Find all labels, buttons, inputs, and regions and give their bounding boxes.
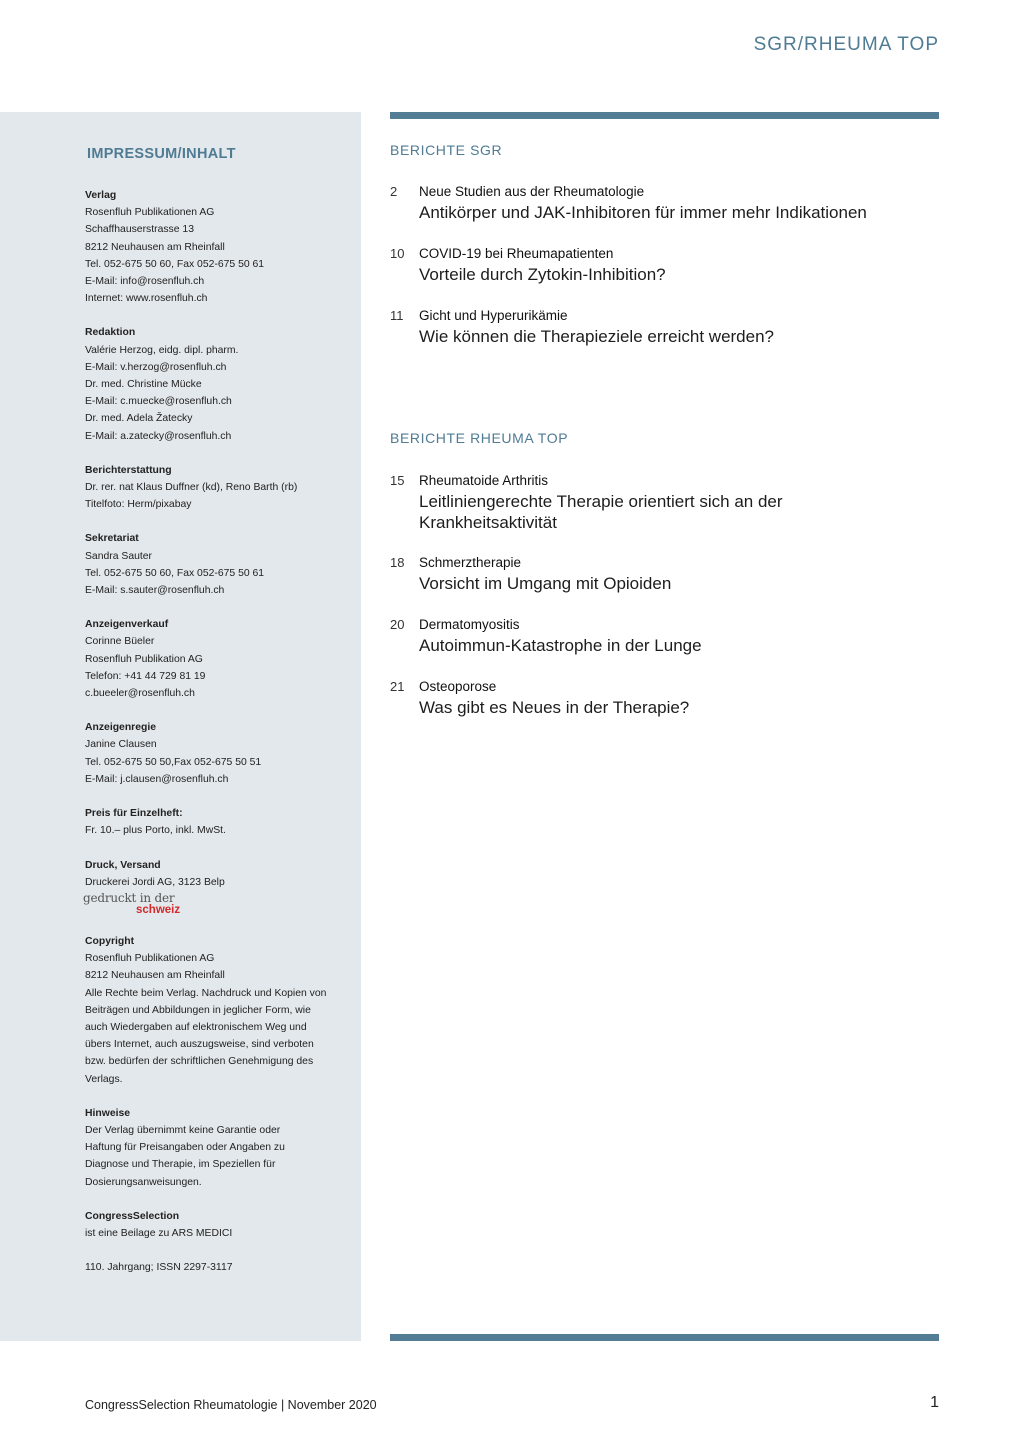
- imprint-line: Rosenfluh Publikationen AG: [85, 953, 215, 965]
- imprint-line: E-Mail: info@rosenfluh.ch: [85, 276, 205, 288]
- imprint-line: E-Mail: j.clausen@rosenfluh.ch: [85, 773, 229, 785]
- toc-page-number: 10: [390, 246, 405, 261]
- gedruckt-in-der-schweiz-logo: [83, 891, 355, 919]
- imprint-section-title: Preis für Einzelheft:: [85, 808, 183, 820]
- imprint-line: Der Verlag übernimmt keine Garantie oder: [85, 1124, 281, 1136]
- toc-page-number: 2: [390, 184, 398, 199]
- toc-headline: Vorteile durch Zytokin-Inhibition?: [419, 265, 666, 284]
- toc-kicker: Neue Studien aus der Rheumatologie: [419, 184, 645, 199]
- imprint-line: Verlags.: [85, 1073, 123, 1085]
- imprint-line: Haftung für Preisangaben oder Angaben zu: [85, 1142, 285, 1154]
- toc-kicker: Dermatomyositis: [419, 617, 520, 632]
- section-heading-rheuma-top: BERICHTE RHEUMA TOP: [390, 430, 569, 446]
- toc-headline: Wie können die Therapieziele erreicht werden?: [419, 327, 774, 346]
- imprint-line: E-Mail: a.zatecky@rosenfluh.ch: [85, 430, 232, 442]
- imprint-line: Beiträgen und Abbildungen in jeglicher Form, wie: [85, 1004, 311, 1016]
- imprint-line: c.bueeler@rosenfluh.ch: [85, 688, 195, 700]
- issn-line: 110. Jahrgang; ISSN 2297-3117: [85, 1262, 233, 1274]
- imprint-line: auch Wiedergaben auf elektronischem Weg und: [85, 1021, 307, 1033]
- imprint-section: [85, 719, 355, 788]
- toc-kicker: Rheumatoide Arthritis: [419, 473, 549, 488]
- imprint-line: ist eine Beilage zu ARS MEDICI: [85, 1227, 233, 1239]
- imprint-line: Rosenfluh Publikation AG: [85, 653, 203, 665]
- imprint-section-title: Redaktion: [85, 327, 136, 339]
- imprint-line: übers Internet, auch auszugsweise, sind verboten: [85, 1039, 314, 1051]
- imprint-line: 8212 Neuhausen am Rheinfall: [85, 241, 225, 253]
- imprint-section: [85, 530, 355, 599]
- toc-page-number: 21: [390, 679, 405, 694]
- imprint-line: Valérie Herzog, eidg. dipl. pharm.: [85, 344, 239, 356]
- toc-headline: Vorsicht im Umgang mit Opioiden: [419, 574, 672, 593]
- imprint-line: Dr. med. Adela Žatecky: [85, 413, 193, 425]
- bottom-rule: [390, 1334, 939, 1341]
- imprint-section-title: Druck, Versand: [85, 859, 161, 871]
- imprint-line: 8212 Neuhausen am Rheinfall: [85, 970, 225, 982]
- imprint-line: E-Mail: s.sauter@rosenfluh.ch: [85, 585, 225, 597]
- imprint-line: Fr. 10.– plus Porto, inkl. MwSt.: [85, 825, 226, 837]
- imprint-line: Tel. 052-675 50 60, Fax 052-675 50 61: [85, 258, 265, 270]
- imprint-section-title: Anzeigenregie: [85, 722, 157, 734]
- imprint-line: Internet: www.rosenfluh.ch: [85, 293, 208, 305]
- imprint-section-title: CongressSelection: [85, 1210, 180, 1222]
- logo-text-bottom: schweiz: [136, 903, 181, 916]
- imprint-line: E-Mail: v.herzog@rosenfluh.ch: [85, 361, 227, 373]
- imprint-line: Schaffhauserstrasse 13: [85, 224, 194, 236]
- page-number: 1: [930, 1394, 939, 1411]
- logo-text-top: gedruckt in der: [83, 890, 175, 905]
- toc-kicker: COVID-19 bei Rheumapatienten: [419, 246, 614, 261]
- running-header: SGR/RHEUMA TOP: [753, 34, 939, 55]
- imprint-line: Dr. rer. nat Klaus Duffner (kd), Reno Barth (rb): [85, 482, 298, 494]
- imprint-section: [85, 324, 355, 444]
- imprint-line: Janine Clausen: [85, 739, 157, 751]
- imprint-line: Alle Rechte beim Verlag. Nachdruck und Kopien von: [85, 987, 327, 999]
- imprint-line: Tel. 052-675 50 50,Fax 052-675 50 51: [85, 756, 262, 768]
- imprint-section: [85, 933, 355, 1088]
- imprint-line: Sandra Sauter: [85, 550, 153, 562]
- section-heading-sgr: BERICHTE SGR: [390, 142, 503, 158]
- imprint-section: [85, 1208, 355, 1242]
- toc-kicker: Osteoporose: [419, 679, 497, 694]
- imprint-line: Dosierungsanweisungen.: [85, 1176, 202, 1188]
- imprint-section-title: Verlag: [85, 190, 117, 201]
- toc-kicker: Schmerztherapie: [419, 555, 522, 570]
- imprint-section: [85, 462, 355, 514]
- toc-page-number: 18: [390, 555, 405, 570]
- imprint-line: Rosenfluh Publikationen AG: [85, 207, 215, 219]
- sidebar-title: IMPRESSUM/INHALT: [87, 146, 236, 162]
- footer-text: CongressSelection Rheumatologie | November 2020: [85, 1398, 377, 1412]
- imprint-line: Diagnose und Therapie, im Speziellen für: [85, 1159, 276, 1171]
- toc-page-number: 11: [390, 308, 404, 323]
- toc-headline: Was gibt es Neues in der Therapie?: [419, 698, 690, 717]
- imprint-section: [85, 857, 355, 891]
- toc-headline: Autoimmun-Katastrophe in der Lunge: [419, 636, 702, 655]
- top-rule: [390, 112, 939, 119]
- imprint-line: Druckerei Jordi AG, 3123 Belp: [85, 876, 225, 888]
- imprint-section-title: Sekretariat: [85, 533, 139, 545]
- imprint-line: Telefon: +41 44 729 81 19: [85, 670, 206, 682]
- toc-page-number: 20: [390, 617, 405, 632]
- imprint-line: Titelfoto: Herm/pixabay: [85, 499, 192, 511]
- imprint-line: bzw. bedürfen der schriftlichen Genehmigung des: [85, 1056, 314, 1068]
- imprint-section-title: Hinweise: [85, 1107, 131, 1119]
- toc-kicker: Gicht und Hyperurikämie: [419, 308, 568, 323]
- toc-headline: Leitliniengerechte Therapie orientiert sich an der Krankheitsaktivität: [419, 492, 783, 532]
- imprint-section: [85, 187, 355, 307]
- toc-page-number: 15: [390, 473, 405, 488]
- imprint-line: Tel. 052-675 50 60, Fax 052-675 50 61: [85, 567, 265, 579]
- imprint-section: [85, 616, 355, 702]
- imprint-section-title: Anzeigenverkauf: [85, 619, 169, 631]
- imprint-section: [85, 1105, 355, 1191]
- imprint-line: Dr. med. Christine Mücke: [85, 379, 202, 391]
- imprint-section-title: Copyright: [85, 935, 135, 947]
- imprint-section: [85, 805, 355, 839]
- imprint-section-title: Berichterstattung: [85, 464, 172, 476]
- imprint-line: E-Mail: c.muecke@rosenfluh.ch: [85, 396, 232, 408]
- imprint-block: [85, 187, 355, 1293]
- impressum-sidebar: [0, 112, 361, 1341]
- imprint-line: Corinne Büeler: [85, 636, 155, 648]
- toc-headline: Antikörper und JAK-Inhibitoren für immer mehr Indikationen: [419, 203, 867, 222]
